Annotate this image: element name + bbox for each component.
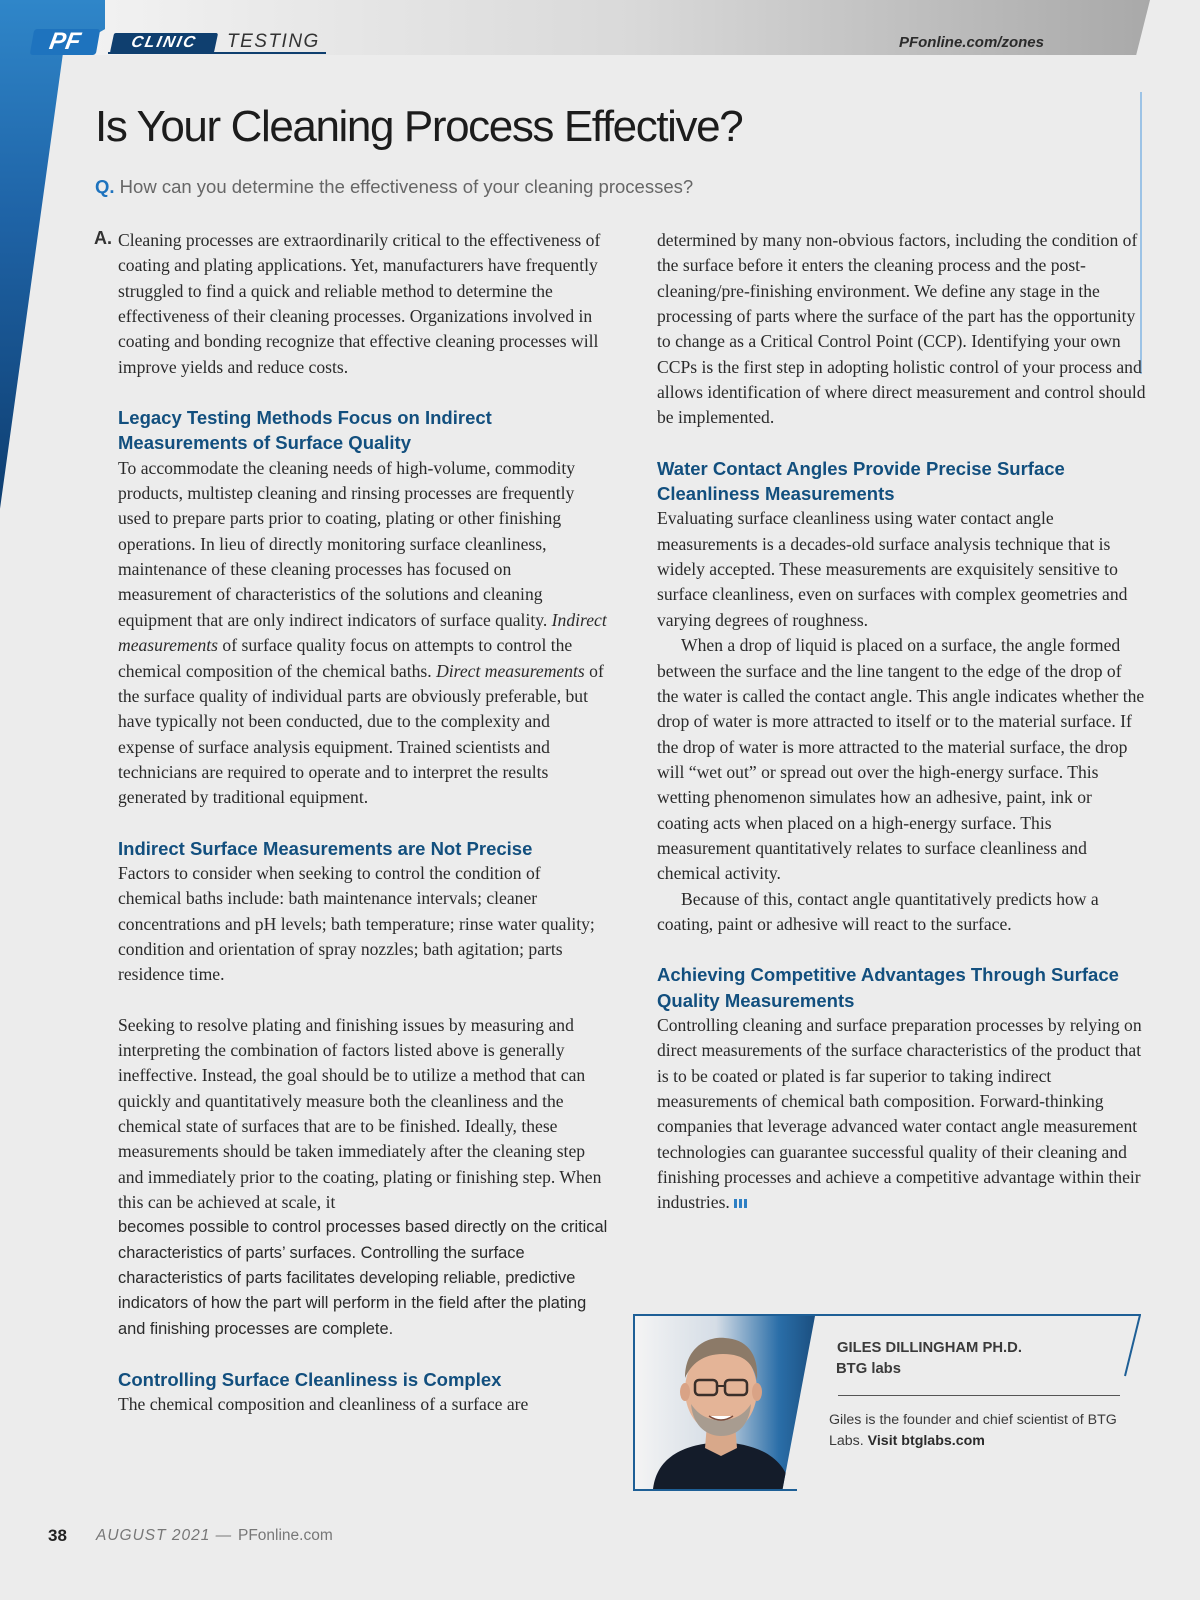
left-column <box>94 228 608 1418</box>
page-title: Is Your Cleaning Process Effective? <box>95 102 743 151</box>
heading-indirect-measurements: Indirect Surface Measurements are Not Precise <box>118 837 533 859</box>
footer-issue: AUGUST 2021 — <box>96 1527 233 1544</box>
answer-marker: A. <box>94 228 112 248</box>
prediction-paragraph: Because of this, contact angle quantitatively predicts how a coating, paint or adhesive will react to the surface. <box>657 888 1099 934</box>
author-organization: BTG labs <box>836 1361 901 1377</box>
author-divider <box>838 1395 1120 1396</box>
header-url[interactable]: PFonline.com/zones <box>898 34 1044 51</box>
ccp-paragraph: determined by many non-obvious factors, including the condition of the surface before it enters the cleaning process and the post-cleaning/pre-finishing environment. We define any stage in the processing of parts where the surface of the part has the opportunity to change as a Critical Control Point (CCP). Identifying your own CCPs is the first step in adopting holistic control of your process and allows identification of where direct measurement and control should be implemented. <box>657 230 1146 428</box>
page-number: 38 <box>48 1526 67 1545</box>
left-accent-stripe <box>0 0 105 530</box>
author-box <box>633 1314 1141 1491</box>
conclusion-paragraph: Controlling cleaning and surface preparation processes by relying on direct measurements of the surface characteristics of the product that is to be coated or plated is far superior to taking indirect measurements of chemical bath composition. Forward-thinking companies that leverage advanced water contact angle measurement technologies can guarantee successful quality of their cleaning and finishing processes and achieve a competitive advantage within their industries. <box>657 1014 1142 1213</box>
footer-site[interactable]: PFonline.com <box>238 1527 333 1544</box>
question-marker: Q. <box>95 176 115 197</box>
heading-controlling-cleanliness: Controlling Surface Cleanliness is Complex <box>118 1369 502 1391</box>
composition-paragraph: The chemical composition and cleanliness of a surface are <box>118 1394 529 1415</box>
author-name: GILES DILLINGHAM PH.D. <box>837 1340 1022 1356</box>
emphasis-direct: Direct measurements <box>436 660 585 681</box>
control-processes-paragraph: becomes possible to control processes based directly on the critical characteristics of parts’ surfaces. Controlling the surface characteristics of parts facilitates developing reliable, predictive indicators of how the part will perform in the field after the plating and finishing processes are complete. <box>118 1218 608 1338</box>
resolve-paragraph: Seeking to resolve plating and finishing issues by measuring and interpreting the combination of factors listed above is generally ineffective. Instead, the goal should be to utilize a method that can quickly and quantitatively measure both the cleanliness and the chemical state of surfaces that are to be finished. Ideally, these measurements should be taken immediately after the cleaning step and immediately prior to the coating, plating or finishing step. When this can be achieved at scale, it <box>118 1014 602 1213</box>
question <box>95 176 693 198</box>
heading-legacy-testing: Legacy Testing Methods Focus on Indirect Measurements of Surface Quality <box>118 407 492 454</box>
clinic-badge: CLINIC <box>110 33 218 53</box>
heading-water-contact-angles: Water Contact Angles Provide Precise Surface Cleanliness Measurements <box>657 457 1065 505</box>
drop-paragraph: When a drop of liquid is placed on a surface, the angle formed between the surface and the line tangent to the edge of the drop of the water is called the contact angle. This angle indicates whether the drop of water is more attracted to itself or to the material surface. If the drop of water is more attracted to the material surface, the drop will “wet out” or spread out over the high-energy surface. This wetting phenomenon simulates how an adhesive, paint, ink or coating acts when placed on a high-energy surface. This measurement quantitatively relates to surface cleanliness and chemical activity. <box>657 635 1145 884</box>
author-bio: Giles is the founder and chief scientist of BTG Labs. Visit btglabs.com <box>829 1412 1117 1449</box>
section-label: TESTING <box>227 31 320 52</box>
factors-paragraph: Factors to consider when seeking to control the condition of chemical baths include: bath maintenance intervals; cleaner concentrations and pH levels; bath temperature; rinse water quality; condition and orientation of spray nozzles; bath agitation; parts residence time. <box>118 862 595 985</box>
emphasis-indirect: Indirect measurements <box>118 609 607 656</box>
heading-competitive-advantages: Achieving Competitive Advantages Through Surface Quality Measurements <box>657 964 1119 1011</box>
end-mark-icon <box>734 1199 749 1208</box>
contact-angle-paragraph: Evaluating surface cleanliness using water contact angle measurements is a decades-old surface analysis technique that is widely accepted. These measurements are exquisitely sensitive to surface cleanliness, even on surfaces with complex geometries and varying degrees of roughness. <box>657 508 1128 630</box>
legacy-testing-paragraph: To accommodate the cleaning needs of high-volume, commodity products, multistep cleaning and rinsing processes are frequently used to prepare parts prior to coating, plating or other finishing operations. In lieu of directly monitoring surface cleanliness, maintenance of these cleaning processes has focused on measurement of characteristics of the solutions and cleaning equipment that are only indirect indicators of surface quality. Indirect measurements of surface quality focus on attempts to control the chemical composition of the chemical baths. Direct measurements of the surface quality of individual parts are obviously preferable, but have typically not been conducted, due to the complexity and expense of surface analysis equipment. Trained scientists and technicians are required to operate and to interpret the results generated by traditional equipment. <box>118 457 607 808</box>
intro-paragraph: Cleaning processes are extraordinarily critical to the effectiveness of coating and plating applications. Yet, manufacturers have frequently struggled to find a quick and reliable method to determine the effectiveness of their cleaning processes. Organizations involved in coating and bonding recognize that effective cleaning processes will improve yields and reduce costs. <box>118 230 601 377</box>
right-column <box>657 228 1147 1216</box>
author-website-link[interactable]: Visit btglabs.com <box>867 1433 985 1449</box>
pf-logo: PF <box>30 29 101 55</box>
question-text: How can you determine the effectiveness of your cleaning processes? <box>114 176 694 197</box>
